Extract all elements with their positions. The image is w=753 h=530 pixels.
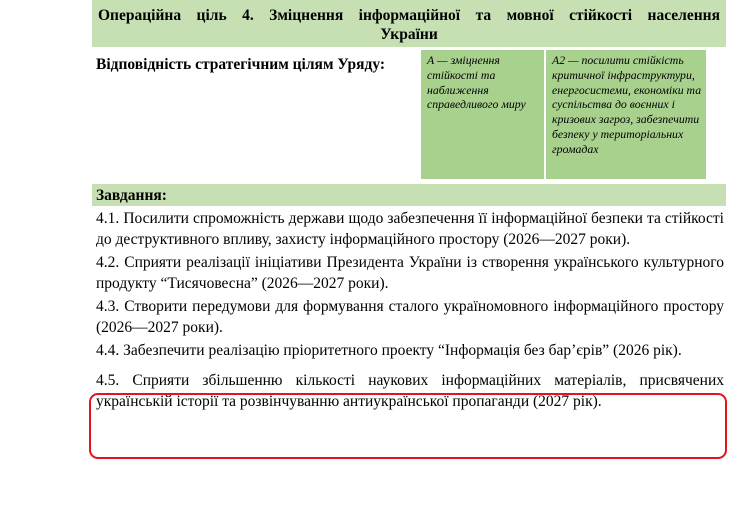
highlight-frame — [89, 393, 727, 459]
document-section — [92, 0, 726, 412]
goal-title-line2: України — [380, 26, 438, 43]
strategic-goal-a: А — зміцнення стійкості та наближення справедливого миру — [421, 50, 544, 179]
operational-goal-header — [92, 0, 726, 47]
task-item-4-4: 4.4. Забезпечити реалізацію пріоритетного проекту “Інформація без бар’єрів” (2026 рік). — [96, 342, 682, 359]
task-item-4-5: 4.5. Сприяти збільшенню кількості наукових інформаційних матеріалів, присвячених українській історії та розвінчуванню антиукраїнської пропаганди (2027 рік). — [96, 372, 724, 410]
tasks-header: Завдання: — [92, 184, 726, 206]
task-item-4-2: 4.2. Сприяти реалізації ініціативи Президента України із створення українського культурного продукту “Тисячовесна” (2026—2027 роки). — [96, 254, 724, 292]
strategic-goal-a2: А2 — посилити стійкість критичної інфраструктури, енергосистеми, економіки та суспільства до воєнних і кризових загроз, забезпечити безпеку у територіальних громадах — [546, 50, 706, 179]
goal-title-line1: Операційна ціль 4. Зміцнення інформаційної та мовної стійкості населення — [98, 7, 720, 24]
alignment-label: Відповідність стратегічним цілям Уряду: — [96, 56, 386, 73]
strategic-alignment-row — [92, 50, 726, 179]
task-item-4-3: 4.3. Створити передумови для формування сталого україномовного інформаційного простору (2026—2027 роки). — [96, 298, 724, 336]
task-item-4-1: 4.1. Посилити спроможність держави щодо забезпечення її інформаційної безпеки та стійкості до деструктивного впливу, захисту інформаційного простору (2026—2027 роки). — [96, 210, 724, 248]
